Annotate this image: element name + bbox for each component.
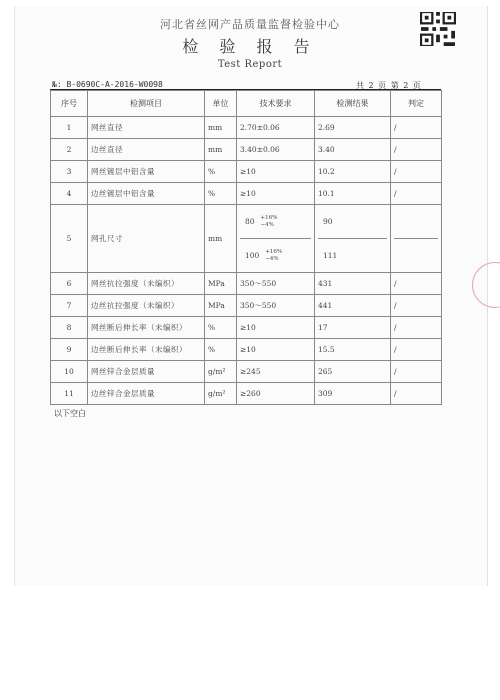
table-row: [51, 117, 442, 139]
row-result: 2.69: [315, 117, 391, 139]
header-unit: 单位: [205, 91, 237, 117]
row-no: 10: [51, 361, 88, 383]
table-row: [51, 317, 442, 339]
table-row: [51, 339, 442, 361]
mesh-judgement: [394, 205, 438, 238]
row-result: 265: [315, 361, 391, 383]
row-requirement: ≥10: [237, 317, 315, 339]
row-requirement: 350～550: [237, 273, 315, 295]
row-judgement: /: [391, 273, 442, 295]
mesh-size: 100: [245, 251, 260, 260]
table-header-row: [51, 91, 442, 117]
table-row: [51, 161, 442, 183]
row-judgement: /: [391, 139, 442, 161]
mesh-requirement-100: [240, 238, 311, 272]
row-unit: MPa: [205, 273, 237, 295]
mesh-result: 111: [318, 238, 387, 272]
row-result: 441: [315, 295, 391, 317]
mesh-judgement: [394, 238, 438, 272]
row-unit: g/m²: [205, 383, 237, 405]
row-item: 边丝直径: [88, 139, 205, 161]
row-result: 431: [315, 273, 391, 295]
row-unit: %: [205, 339, 237, 361]
row-requirement: 3.40±0.06: [237, 139, 315, 161]
row-unit: MPa: [205, 295, 237, 317]
tolerance-plus: +16%: [260, 214, 278, 221]
row-requirement: ≥245: [237, 361, 315, 383]
row-requirement: ≥10: [237, 183, 315, 205]
row-unit: %: [205, 161, 237, 183]
header-requirement: 技术要求: [237, 91, 315, 117]
header-result: 检测结果: [315, 91, 391, 117]
row-item: 网丝直径: [88, 117, 205, 139]
row-item: 边丝抗拉强度（未编织）: [88, 295, 205, 317]
page-info: 共 2 页 第 2 页: [356, 81, 422, 90]
results-table: [50, 90, 442, 405]
row-unit: mm: [205, 205, 237, 273]
row-judgement: /: [391, 183, 442, 205]
row-item: 网孔尺寸: [88, 205, 205, 273]
row-requirement: 2.70±0.06: [237, 117, 315, 139]
row-judgement: /: [391, 339, 442, 361]
row-judgement: /: [391, 383, 442, 405]
report-subtitle: Test Report: [217, 59, 283, 70]
row-item: 边丝镀层中铝含量: [88, 183, 205, 205]
row-result: 15.5: [315, 339, 391, 361]
mesh-tolerance: [265, 249, 282, 263]
tolerance-minus: −4%: [260, 221, 274, 228]
row-requirement: 350～550: [237, 295, 315, 317]
row-item: 边丝锌合金层质量: [88, 383, 205, 405]
qr-code-icon: [420, 12, 456, 46]
table-row: [51, 273, 442, 295]
tolerance-plus: +16%: [265, 248, 283, 255]
row-judgement: /: [391, 295, 442, 317]
table-row: [51, 295, 442, 317]
row-item: 边丝断后伸长率（未编织）: [88, 339, 205, 361]
row-judgement: /: [391, 117, 442, 139]
row-unit: mm: [205, 117, 237, 139]
row-no: 11: [51, 383, 88, 405]
row-unit: %: [205, 317, 237, 339]
organization-name: 河北省丝网产品质量监督检验中心: [160, 18, 340, 31]
table-row: [51, 139, 442, 161]
row-requirement: ≥260: [237, 383, 315, 405]
row-item: 网丝镀层中铝含量: [88, 161, 205, 183]
row-no: 8: [51, 317, 88, 339]
row-judgement: /: [391, 361, 442, 383]
row-result: 17: [315, 317, 391, 339]
mesh-requirement-80: [240, 205, 311, 238]
row-requirement: ≥10: [237, 339, 315, 361]
row-item: 网丝断后伸长率（未编织）: [88, 317, 205, 339]
row-result: 10.1: [315, 183, 391, 205]
tolerance-minus: −4%: [265, 255, 279, 262]
row-no: 4: [51, 183, 88, 205]
mesh-tolerance: [261, 215, 278, 229]
mesh-result-cell: [315, 205, 391, 273]
mesh-judgement-cell: [391, 205, 442, 273]
row-unit: %: [205, 183, 237, 205]
report-number: №: B-0690C-A-2016-W0098: [52, 80, 163, 89]
row-unit: g/m²: [205, 361, 237, 383]
row-no: 1: [51, 117, 88, 139]
row-no: 7: [51, 295, 88, 317]
table-row: [51, 183, 442, 205]
table-row: [51, 361, 442, 383]
report-title: 检 验 报 告: [182, 37, 318, 56]
table-row-mesh: [51, 205, 442, 273]
row-requirement: ≥10: [237, 161, 315, 183]
blank-below-note: 以下空白: [54, 409, 86, 418]
row-no: 2: [51, 139, 88, 161]
mesh-result: 90: [323, 217, 333, 226]
header-no: 序号: [51, 91, 88, 117]
row-no: 6: [51, 273, 88, 295]
row-unit: mm: [205, 139, 237, 161]
row-judgement: /: [391, 161, 442, 183]
row-item: 网丝抗拉强度（未编织）: [88, 273, 205, 295]
mesh-size: 80: [245, 217, 255, 226]
table-row: [51, 383, 442, 405]
header-item: 检测项目: [88, 91, 205, 117]
row-result: 309: [315, 383, 391, 405]
row-no: 3: [51, 161, 88, 183]
row-no: 9: [51, 339, 88, 361]
row-result: 3.40: [315, 139, 391, 161]
mesh-requirement-cell: [237, 205, 315, 273]
header-judgement: 判定: [391, 91, 442, 117]
row-no: 5: [51, 205, 88, 273]
row-result: 10.2: [315, 161, 391, 183]
row-judgement: /: [391, 317, 442, 339]
row-item: 网丝锌合金层质量: [88, 361, 205, 383]
